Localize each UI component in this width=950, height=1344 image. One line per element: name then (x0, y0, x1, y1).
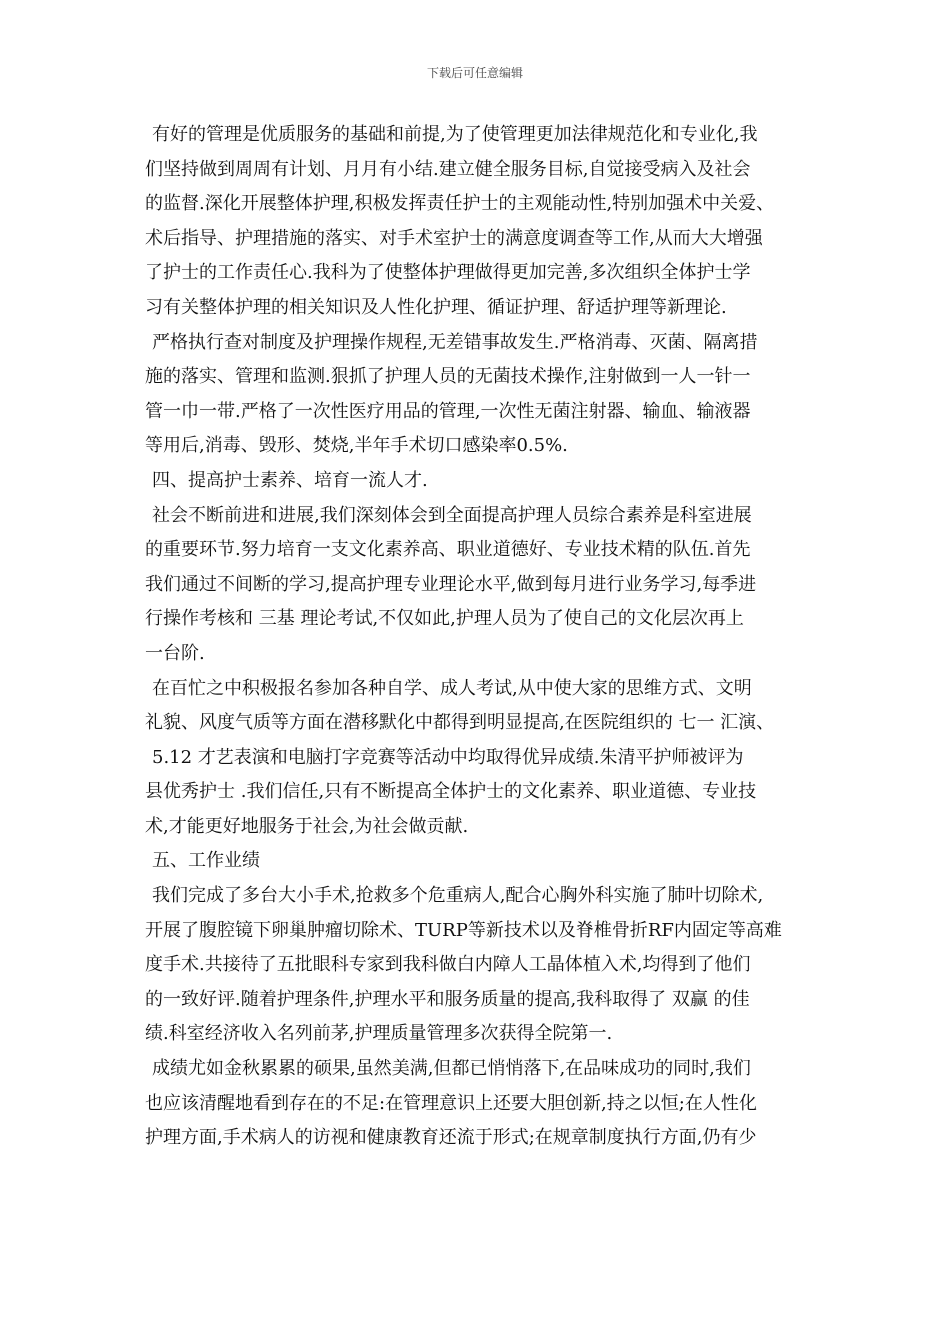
text-line: 也应该清醒地看到存在的不足:在管理意识上还要大胆创新,持之以恒;在人性化 (145, 1092, 757, 1114)
text-line: 四、提高护士素养、培育一流人才. (152, 469, 428, 491)
text-line: 礼貌、风度气质等方面在潜移默化中都得到明显提高,在医院组织的 七一 汇演、 (145, 712, 775, 734)
text-line: 管一巾一带.严格了一次性医疗用品的管理,一次性无菌注射器、输血、输液器 (145, 400, 751, 422)
text-line: 绩.科室经济收入名列前茅,护理质量管理多次获得全院第一. (145, 1023, 613, 1045)
text-line: 县优秀护士 .我们信任,只有不断提高全体护士的文化素养、职业道德、专业技 (145, 781, 757, 803)
text-line: 严格执行查对制度及护理操作规程,无差错事故发生.严格消毒、灭菌、隔离措 (152, 331, 758, 353)
text-line: 习有关整体护理的相关知识及人性化护理、循证护理、舒适护理等新理论. (145, 296, 727, 318)
text-line: 5.12 才艺表演和电脑打字竞赛等活动中均取得优异成绩.朱清平护师被评为 (152, 746, 744, 768)
text-line: 施的落实、管理和监测.狠抓了护理人员的无菌技术操作,注射做到一人一针一 (145, 366, 751, 388)
text-line: 行操作考核和 三基 理论考试,不仅如此,护理人员为了使自己的文化层次再上 (145, 608, 744, 630)
text-line: 有好的管理是优质服务的基础和前提,为了使管理更加法律规范化和专业化,我 (152, 124, 758, 145)
text-line: 的一致好评.随着护理条件,护理水平和服务质量的提高,我科取得了 双赢 的佳 (145, 988, 750, 1010)
text-line: 成绩尤如金秋累累的硕果,虽然美满,但都已悄悄落下,在品味成功的同时,我们 (152, 1058, 751, 1080)
text-line: 的监督.深化开展整体护理,积极发挥责任护士的主观能动性,特别加强术中关爱、 (145, 193, 775, 215)
text-line: 术,才能更好地服务于社会,为社会做贡献. (145, 815, 469, 837)
text-line: 护理方面,手术病人的访视和健康教育还流于形式;在规章制度执行方面,仍有少 (145, 1127, 757, 1149)
text-line: 社会不断前进和进展,我们深刻体会到全面提高护理人员综合素养是科室进展 (152, 504, 752, 526)
text-line: 的重要环节.努力培育一支文化素养高、职业道德好、专业技术精的队伍.首先 (145, 539, 751, 561)
text-line: 我们通过不间断的学习,提高护理专业理论水平,做到每月进行业务学习,每季进 (145, 573, 757, 595)
text-line: 等用后,消毒、毁形、焚烧,半年手术切口感染率0.5%. (145, 435, 568, 457)
text-line: 一台阶. (145, 642, 205, 664)
text-line: 们坚持做到周周有计划、月月有小结.建立健全服务目标,自觉接受病入及社会 (145, 158, 751, 180)
text-line: 在百忙之中积极报名参加各种自学、成人考试,从中使大家的思维方式、文明 (152, 677, 752, 699)
text-line: 我们完成了多台大小手术,抢救多个危重病人,配合心胸外科实施了肺叶切除术, (152, 885, 764, 907)
text-line: 五、工作业绩 (152, 850, 260, 872)
text-line: 度手术.共接待了五批眼科专家到我科做白内障人工晶体植入术,均得到了他们 (145, 954, 751, 976)
document-body (145, 118, 825, 1156)
page-header: 下载后可任意编辑 (426, 66, 523, 80)
text-line: 开展了腹腔镜下卵巢肿瘤切除术、TURP等新技术以及脊椎骨折RF内固定等高难 (145, 919, 782, 941)
text-line: 术后指导、护理措施的落实、对手术室护士的满意度调查等工作,从而大大增强 (145, 227, 763, 249)
text-line: 了护士的工作责任心.我科为了使整体护理做得更加完善,多次组织全体护士学 (145, 262, 751, 284)
